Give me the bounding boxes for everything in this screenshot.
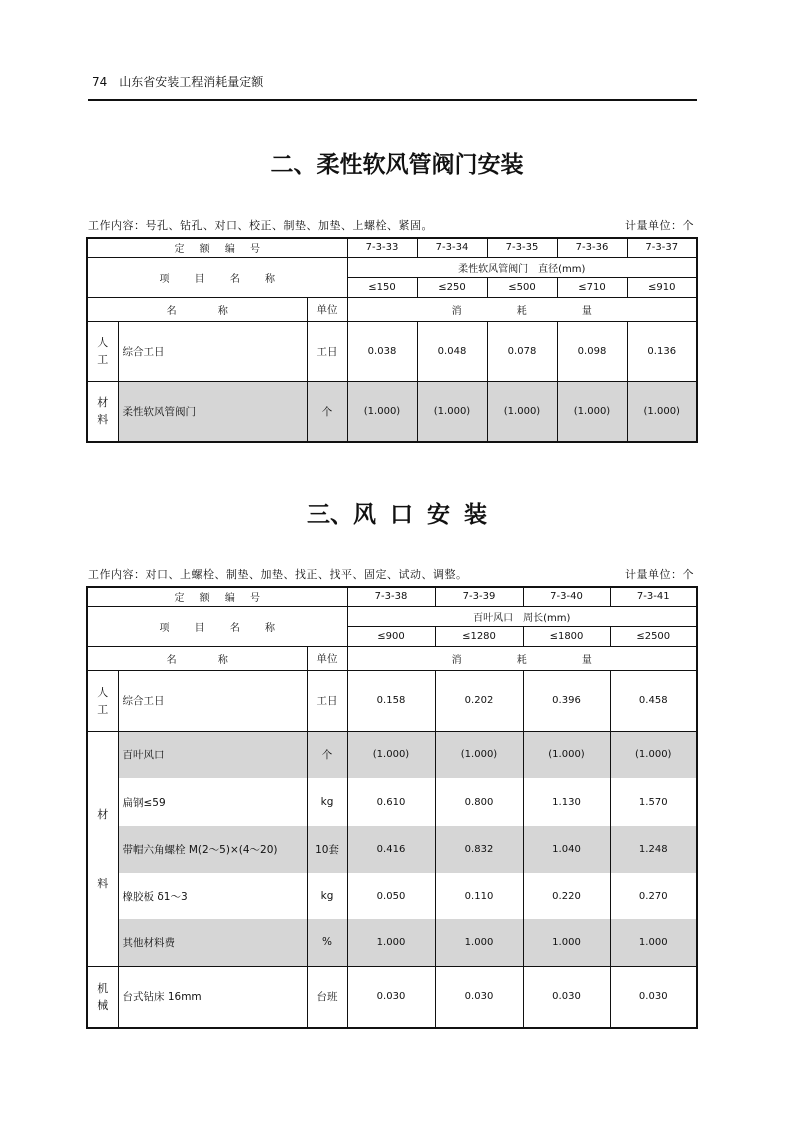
consumption-value: 1.130	[523, 778, 610, 826]
item-name: 台式钻床 16mm	[118, 966, 307, 1028]
spec-value: ≤900	[347, 626, 435, 646]
unit-note: 计量单位：个	[625, 219, 694, 232]
spec-value: ≤500	[487, 277, 557, 297]
work-content: 工作内容：号孔、钻孔、对口、校正、制垫、加垫、上螺栓、紧固。	[88, 219, 433, 232]
column-header-row	[87, 297, 697, 321]
consumption-value: (1.000)	[557, 381, 627, 442]
item-name: 其他材料费	[118, 919, 307, 966]
spec-value: ≤250	[417, 277, 487, 297]
item-group-header	[347, 257, 697, 277]
item-unit: 10套	[307, 826, 347, 873]
consumption-value: 0.030	[523, 966, 610, 1028]
item-group-row	[87, 606, 697, 626]
unit-note: 计量单位：个	[625, 568, 694, 581]
work-content-line	[88, 568, 694, 582]
material-category-cell	[87, 381, 118, 442]
item-unit: 工日	[307, 670, 347, 731]
labor-row	[87, 670, 697, 731]
item-unit: %	[307, 919, 347, 966]
column-header-row	[87, 646, 697, 670]
consumption-value: 0.416	[347, 826, 435, 873]
spec-value: ≤1280	[435, 626, 523, 646]
item-group-name: 百叶风口	[473, 612, 514, 624]
consumption-value: (1.000)	[435, 731, 523, 778]
spec-value: ≤710	[557, 277, 627, 297]
consumption-value: 0.202	[435, 670, 523, 731]
quota-code: 7-3-38	[347, 587, 435, 606]
item-group-parameter: 直径(mm)	[538, 263, 586, 275]
labor-row	[87, 321, 697, 381]
work-content: 工作内容：对口、上螺栓、制垫、加垫、找正、找平、固定、试动、调整。	[88, 568, 468, 581]
material-row	[87, 826, 697, 873]
running-header	[92, 75, 263, 89]
material-category: 材料	[97, 807, 109, 890]
section-title-air-outlet: 三、风 口 安 装	[306, 502, 488, 528]
item-unit: kg	[307, 873, 347, 919]
consumption-value: (1.000)	[347, 731, 435, 778]
material-row	[87, 919, 697, 966]
spec-value: ≤1800	[523, 626, 610, 646]
item-name: 综合工日	[118, 321, 307, 381]
consumption-value: 0.038	[347, 321, 417, 381]
consumption-value: 0.158	[347, 670, 435, 731]
item-group-parameter: 周长(mm)	[523, 612, 571, 624]
material-category: 材料	[97, 396, 109, 427]
quota-code: 7-3-40	[523, 587, 610, 606]
item-name-label: 项 目 名 称	[87, 257, 347, 297]
quota-code: 7-3-39	[435, 587, 523, 606]
item-name: 带帽六角螺栓 M(2～5)×(4～20)	[118, 826, 307, 873]
consumption-value: 1.000	[610, 919, 697, 966]
consumption-value: 1.000	[435, 919, 523, 966]
consumption-value: 1.248	[610, 826, 697, 873]
material-row	[87, 731, 697, 778]
item-name-label: 项 目 名 称	[87, 606, 347, 646]
quota-code: 7-3-36	[557, 238, 627, 257]
item-unit: 工日	[307, 321, 347, 381]
item-group-row	[87, 257, 697, 277]
consumption-value: 0.030	[610, 966, 697, 1028]
consumption-column-header: 消 耗 量	[347, 646, 697, 670]
quota-code: 7-3-33	[347, 238, 417, 257]
material-row	[87, 873, 697, 919]
consumption-value: (1.000)	[417, 381, 487, 442]
material-row	[87, 381, 697, 442]
work-content-line	[88, 219, 694, 233]
consumption-value: (1.000)	[610, 731, 697, 778]
machinery-row	[87, 966, 697, 1028]
item-unit: 个	[307, 381, 347, 442]
code-label: 定 额 编 号	[87, 238, 347, 257]
material-category-cell	[87, 731, 118, 966]
labor-category: 人工	[97, 685, 109, 716]
header-rule	[88, 99, 697, 101]
page-number: 74	[92, 75, 108, 89]
code-label: 定 额 编 号	[87, 587, 347, 606]
consumption-value: 0.030	[347, 966, 435, 1028]
consumption-value: 0.610	[347, 778, 435, 826]
item-group-header	[347, 606, 697, 626]
item-unit: 台班	[307, 966, 347, 1028]
machinery-category-cell	[87, 966, 118, 1028]
consumption-value: 0.030	[435, 966, 523, 1028]
consumption-value: 0.270	[610, 873, 697, 919]
item-name: 柔性软风管阀门	[118, 381, 307, 442]
consumption-value: (1.000)	[347, 381, 417, 442]
quota-code: 7-3-34	[417, 238, 487, 257]
code-row	[87, 587, 697, 606]
unit-column-header: 单位	[307, 297, 347, 321]
labor-category-cell	[87, 670, 118, 731]
section-title-flexible-duct-valve: 二、柔性软风管阀门安装	[270, 152, 524, 178]
consumption-value: 0.396	[523, 670, 610, 731]
consumption-value: 1.040	[523, 826, 610, 873]
machinery-category: 机械	[97, 981, 109, 1012]
material-row	[87, 778, 697, 826]
item-name: 百叶风口	[118, 731, 307, 778]
consumption-value: 0.458	[610, 670, 697, 731]
book-title: 山东省安装工程消耗量定额	[119, 75, 264, 89]
consumption-value: 0.220	[523, 873, 610, 919]
item-name: 扁钢≤59	[118, 778, 307, 826]
consumption-value: 0.110	[435, 873, 523, 919]
consumption-value: (1.000)	[487, 381, 557, 442]
quota-code: 7-3-41	[610, 587, 697, 606]
consumption-value: (1.000)	[627, 381, 697, 442]
consumption-value: (1.000)	[523, 731, 610, 778]
consumption-value: 1.000	[523, 919, 610, 966]
consumption-value: 0.098	[557, 321, 627, 381]
quota-code: 7-3-35	[487, 238, 557, 257]
item-group-name: 柔性软风管阀门	[458, 263, 529, 275]
item-unit: kg	[307, 778, 347, 826]
consumption-value: 0.050	[347, 873, 435, 919]
quota-table-flexible-duct-valve	[86, 237, 698, 443]
spec-value: ≤2500	[610, 626, 697, 646]
unit-column-header: 单位	[307, 646, 347, 670]
consumption-value: 0.136	[627, 321, 697, 381]
consumption-value: 0.048	[417, 321, 487, 381]
labor-category: 人工	[97, 336, 109, 366]
item-name: 橡胶板 δ1～3	[118, 873, 307, 919]
name-column-header: 名 称	[87, 297, 307, 321]
code-row	[87, 238, 697, 257]
consumption-value: 0.800	[435, 778, 523, 826]
consumption-value: 0.078	[487, 321, 557, 381]
consumption-column-header: 消 耗 量	[347, 297, 697, 321]
name-column-header: 名 称	[87, 646, 307, 670]
item-unit: 个	[307, 731, 347, 778]
spec-value: ≤150	[347, 277, 417, 297]
labor-category-cell	[87, 321, 118, 381]
consumption-value: 1.000	[347, 919, 435, 966]
item-name: 综合工日	[118, 670, 307, 731]
quota-code: 7-3-37	[627, 238, 697, 257]
quota-table-air-outlet	[86, 586, 698, 1029]
spec-value: ≤910	[627, 277, 697, 297]
consumption-value: 0.832	[435, 826, 523, 873]
consumption-value: 1.570	[610, 778, 697, 826]
